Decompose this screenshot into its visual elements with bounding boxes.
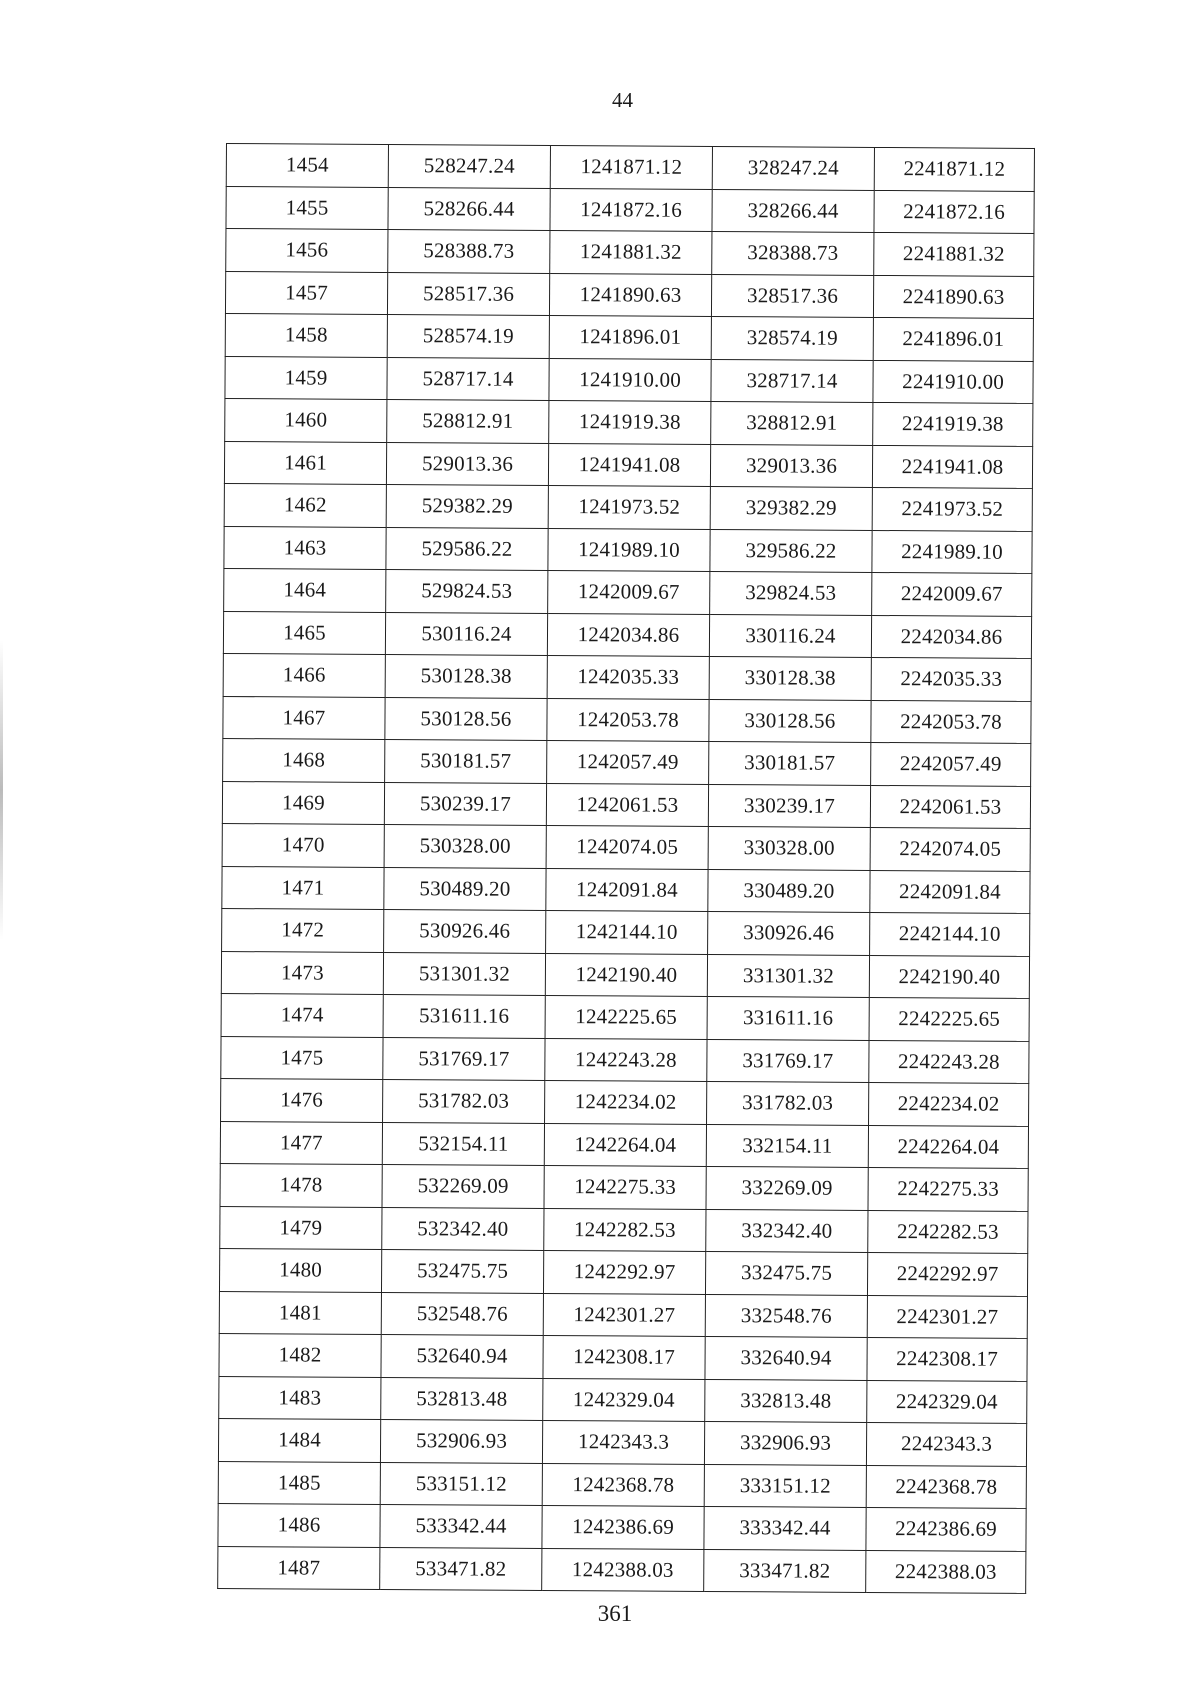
point-id-cell: 1471 (222, 866, 384, 909)
x2-coord-cell: 331611.16 (707, 996, 869, 1039)
y2-coord-cell: 2242386.69 (866, 1507, 1026, 1550)
x-coord-cell: 533471.82 (380, 1547, 542, 1590)
x-coord-cell: 532154.11 (382, 1122, 544, 1165)
y-coord-cell: 1242301.27 (543, 1293, 705, 1336)
page-number-bottom: 361 (597, 1601, 633, 1626)
y2-coord-cell: 2242225.65 (869, 997, 1029, 1040)
y-coord-cell: 1241872.16 (550, 188, 712, 231)
coordinate-table (217, 143, 1035, 1594)
point-id-cell: 1473 (221, 951, 383, 994)
y-coord-cell: 1242225.65 (545, 995, 707, 1038)
y2-coord-cell: 2241872.16 (874, 190, 1034, 233)
table-row (218, 1546, 1026, 1593)
y-coord-cell: 1242144.10 (546, 910, 708, 953)
x-coord-cell: 532640.94 (381, 1334, 543, 1377)
x-coord-cell: 533342.44 (380, 1504, 542, 1547)
y-coord-cell: 1242329.04 (543, 1378, 705, 1421)
point-id-cell: 1465 (223, 611, 385, 654)
table-row (220, 1121, 1028, 1168)
y-coord-cell: 1242275.33 (544, 1165, 706, 1208)
table-row (219, 1376, 1027, 1423)
x2-coord-cell: 333151.12 (704, 1464, 866, 1507)
x-coord-cell: 530328.00 (384, 824, 546, 867)
x2-coord-cell: 330926.46 (708, 911, 870, 954)
point-id-cell: 1476 (221, 1078, 383, 1121)
x-coord-cell: 530128.56 (385, 697, 547, 740)
x-coord-cell: 531611.16 (383, 994, 545, 1037)
x-coord-cell: 531301.32 (383, 952, 545, 995)
x2-coord-cell: 329013.36 (710, 444, 872, 487)
x2-coord-cell: 330239.17 (708, 784, 870, 827)
table-row (222, 823, 1030, 870)
y-coord-cell: 1242034.86 (547, 613, 709, 656)
x2-coord-cell: 328247.24 (712, 146, 874, 189)
x-coord-cell: 532342.40 (382, 1207, 544, 1250)
table-row (221, 951, 1029, 998)
y-coord-cell: 1242386.69 (542, 1505, 704, 1548)
y2-coord-cell: 2241871.12 (874, 147, 1034, 190)
point-id-cell: 1472 (222, 908, 384, 951)
x-coord-cell: 530926.46 (384, 909, 546, 952)
y-coord-cell: 1241881.32 (550, 230, 712, 273)
y-coord-cell: 1242053.78 (547, 698, 709, 741)
y-coord-cell: 1241973.52 (548, 485, 710, 528)
x2-coord-cell: 328574.19 (711, 316, 873, 359)
table-row (222, 908, 1030, 955)
y2-coord-cell: 2242034.86 (871, 615, 1031, 658)
x-coord-cell: 531782.03 (383, 1079, 545, 1122)
x-coord-cell: 532906.93 (380, 1419, 542, 1462)
point-id-cell: 1468 (223, 738, 385, 781)
y-coord-cell: 1242057.49 (547, 740, 709, 783)
x2-coord-cell: 331769.17 (707, 1039, 869, 1082)
point-id-cell: 1467 (223, 696, 385, 739)
y2-coord-cell: 2242368.78 (866, 1465, 1026, 1508)
x2-coord-cell: 328517.36 (711, 274, 873, 317)
point-id-cell: 1461 (224, 441, 386, 484)
table-row (224, 483, 1032, 530)
y-coord-cell: 1242061.53 (546, 783, 708, 826)
table-row (219, 1248, 1027, 1295)
y2-coord-cell: 2242053.78 (871, 700, 1031, 743)
scan-edge-shadow (0, 640, 3, 940)
point-id-cell: 1466 (223, 653, 385, 696)
table-row (224, 568, 1032, 615)
point-id-cell: 1477 (220, 1121, 382, 1164)
y2-coord-cell: 2242061.53 (870, 785, 1030, 828)
y2-coord-cell: 2242343.3 (866, 1422, 1026, 1465)
y-coord-cell: 1242264.04 (544, 1123, 706, 1166)
point-id-cell: 1469 (222, 781, 384, 824)
table-row (218, 1461, 1026, 1508)
x-coord-cell: 528266.44 (388, 187, 550, 230)
x2-coord-cell: 332154.11 (706, 1124, 868, 1167)
x-coord-cell: 529382.29 (386, 484, 548, 527)
x2-coord-cell: 332640.94 (705, 1336, 867, 1379)
x2-coord-cell: 328812.91 (711, 401, 873, 444)
table-row (226, 229, 1034, 276)
table-row (225, 271, 1033, 318)
y2-coord-cell: 2242243.28 (869, 1040, 1029, 1083)
y2-coord-cell: 2242301.27 (867, 1295, 1027, 1338)
x2-coord-cell: 332475.75 (705, 1251, 867, 1294)
table-row (223, 653, 1031, 700)
x-coord-cell: 531769.17 (383, 1037, 545, 1080)
point-id-cell: 1482 (219, 1333, 381, 1376)
point-id-cell: 1470 (222, 823, 384, 866)
y2-coord-cell: 2242264.04 (868, 1125, 1028, 1168)
table-row (220, 1163, 1028, 1210)
point-id-cell: 1464 (224, 568, 386, 611)
y-coord-cell: 1241919.38 (549, 400, 711, 443)
y2-coord-cell: 2242009.67 (872, 572, 1032, 615)
x-coord-cell: 528247.24 (388, 144, 550, 187)
x-coord-cell: 529586.22 (386, 527, 548, 570)
x2-coord-cell: 333342.44 (704, 1506, 866, 1549)
table-row (222, 866, 1030, 913)
point-id-cell: 1458 (225, 313, 387, 356)
x-coord-cell: 530128.38 (385, 654, 547, 697)
y2-coord-cell: 2241896.01 (873, 317, 1033, 360)
y-coord-cell: 1242282.53 (544, 1208, 706, 1251)
x2-coord-cell: 328717.14 (711, 359, 873, 402)
x2-coord-cell: 328266.44 (712, 189, 874, 232)
y-coord-cell: 1242388.03 (542, 1548, 704, 1591)
y-coord-cell: 1242343.3 (542, 1420, 704, 1463)
x-coord-cell: 530239.17 (384, 782, 546, 825)
point-id-cell: 1486 (218, 1503, 380, 1546)
x2-coord-cell: 328388.73 (712, 231, 874, 274)
table-row (220, 1206, 1028, 1253)
y2-coord-cell: 2241989.10 (872, 530, 1032, 573)
x2-coord-cell: 330116.24 (709, 614, 871, 657)
table-row (223, 738, 1031, 785)
y-coord-cell: 1241896.01 (549, 315, 711, 358)
y-coord-cell: 1242091.84 (546, 868, 708, 911)
x2-coord-cell: 332548.76 (705, 1294, 867, 1337)
x2-coord-cell: 332269.09 (706, 1166, 868, 1209)
x-coord-cell: 532475.75 (381, 1249, 543, 1292)
table-row (219, 1291, 1027, 1338)
table-row (219, 1333, 1027, 1380)
y-coord-cell: 1241941.08 (548, 443, 710, 486)
table-row (221, 1078, 1029, 1125)
point-id-cell: 1474 (221, 993, 383, 1036)
y2-coord-cell: 2241881.32 (874, 232, 1034, 275)
point-id-cell: 1479 (220, 1206, 382, 1249)
point-id-cell: 1483 (219, 1376, 381, 1419)
table-row (225, 313, 1033, 360)
table-row (221, 1036, 1029, 1083)
x2-coord-cell: 332342.40 (706, 1209, 868, 1252)
y-coord-cell: 1242009.67 (548, 570, 710, 613)
y2-coord-cell: 2242329.04 (867, 1380, 1027, 1423)
point-id-cell: 1481 (219, 1291, 381, 1334)
y-coord-cell: 1242292.97 (543, 1250, 705, 1293)
x2-coord-cell: 331301.32 (707, 954, 869, 997)
x2-coord-cell: 330181.57 (709, 741, 871, 784)
table-row (225, 356, 1033, 403)
x2-coord-cell: 330128.56 (709, 699, 871, 742)
y2-coord-cell: 2242388.03 (866, 1550, 1026, 1593)
x-coord-cell: 533151.12 (380, 1462, 542, 1505)
x-coord-cell: 528717.14 (387, 357, 549, 400)
x-coord-cell: 532269.09 (382, 1164, 544, 1207)
y-coord-cell: 1241871.12 (550, 145, 712, 188)
x-coord-cell: 530181.57 (385, 739, 547, 782)
table-row (226, 144, 1034, 191)
point-id-cell: 1457 (225, 271, 387, 314)
x2-coord-cell: 329824.53 (710, 571, 872, 614)
y2-coord-cell: 2242234.02 (869, 1082, 1029, 1125)
point-id-cell: 1475 (221, 1036, 383, 1079)
x-coord-cell: 528517.36 (387, 272, 549, 315)
y-coord-cell: 1242308.17 (543, 1335, 705, 1378)
table-row (225, 398, 1033, 445)
x2-coord-cell: 332813.48 (705, 1379, 867, 1422)
x2-coord-cell: 332906.93 (704, 1421, 866, 1464)
table-row (224, 441, 1032, 488)
x-coord-cell: 530489.20 (384, 867, 546, 910)
point-id-cell: 1484 (218, 1418, 380, 1461)
x-coord-cell: 529824.53 (386, 569, 548, 612)
y2-coord-cell: 2242275.33 (868, 1167, 1028, 1210)
table-row (218, 1418, 1026, 1465)
point-id-cell: 1463 (224, 526, 386, 569)
y2-coord-cell: 2242057.49 (871, 742, 1031, 785)
y-coord-cell: 1241910.00 (549, 358, 711, 401)
point-id-cell: 1478 (220, 1163, 382, 1206)
y-coord-cell: 1242243.28 (545, 1038, 707, 1081)
y2-coord-cell: 2242144.10 (870, 912, 1030, 955)
point-id-cell: 1480 (219, 1248, 381, 1291)
y2-coord-cell: 2241941.08 (872, 445, 1032, 488)
point-id-cell: 1485 (218, 1461, 380, 1504)
table-row (222, 781, 1030, 828)
x2-coord-cell: 333471.82 (704, 1549, 866, 1592)
table-row (218, 1503, 1026, 1550)
y-coord-cell: 1241890.63 (549, 273, 711, 316)
coordinate-table-body (218, 144, 1035, 1594)
point-id-cell: 1459 (225, 356, 387, 399)
y2-coord-cell: 2241973.52 (872, 487, 1032, 530)
x2-coord-cell: 330328.00 (708, 826, 870, 869)
y2-coord-cell: 2242292.97 (867, 1252, 1027, 1295)
point-id-cell: 1487 (218, 1546, 380, 1589)
table-row (226, 186, 1034, 233)
point-id-cell: 1454 (226, 144, 388, 187)
table-row (223, 696, 1031, 743)
y2-coord-cell: 2241919.38 (873, 402, 1033, 445)
x2-coord-cell: 329586.22 (710, 529, 872, 572)
x-coord-cell: 528812.91 (387, 399, 549, 442)
x-coord-cell: 528388.73 (388, 229, 550, 272)
y2-coord-cell: 2242074.05 (870, 827, 1030, 870)
x-coord-cell: 532548.76 (381, 1292, 543, 1335)
y2-coord-cell: 2242282.53 (868, 1210, 1028, 1253)
x-coord-cell: 532813.48 (381, 1377, 543, 1420)
x2-coord-cell: 330128.38 (709, 656, 871, 699)
y2-coord-cell: 2241890.63 (873, 275, 1033, 318)
x2-coord-cell: 329382.29 (710, 486, 872, 529)
y2-coord-cell: 2242190.40 (869, 955, 1029, 998)
point-id-cell: 1455 (226, 186, 388, 229)
x2-coord-cell: 330489.20 (708, 869, 870, 912)
y2-coord-cell: 2242091.84 (870, 870, 1030, 913)
y-coord-cell: 1242234.02 (545, 1080, 707, 1123)
table-row (223, 611, 1031, 658)
page-number-top: 44 (612, 88, 633, 112)
y-coord-cell: 1242368.78 (542, 1463, 704, 1506)
point-id-cell: 1462 (224, 483, 386, 526)
y-coord-cell: 1242035.33 (547, 655, 709, 698)
y-coord-cell: 1241989.10 (548, 528, 710, 571)
y2-coord-cell: 2242308.17 (867, 1337, 1027, 1380)
table-row (221, 993, 1029, 1040)
x-coord-cell: 530116.24 (385, 612, 547, 655)
point-id-cell: 1460 (225, 398, 387, 441)
y-coord-cell: 1242190.40 (545, 953, 707, 996)
table-row (224, 526, 1032, 573)
x-coord-cell: 529013.36 (386, 442, 548, 485)
y2-coord-cell: 2242035.33 (871, 657, 1031, 700)
x2-coord-cell: 331782.03 (707, 1081, 869, 1124)
y2-coord-cell: 2241910.00 (873, 360, 1033, 403)
y-coord-cell: 1242074.05 (546, 825, 708, 868)
point-id-cell: 1456 (226, 229, 388, 272)
x-coord-cell: 528574.19 (387, 314, 549, 357)
